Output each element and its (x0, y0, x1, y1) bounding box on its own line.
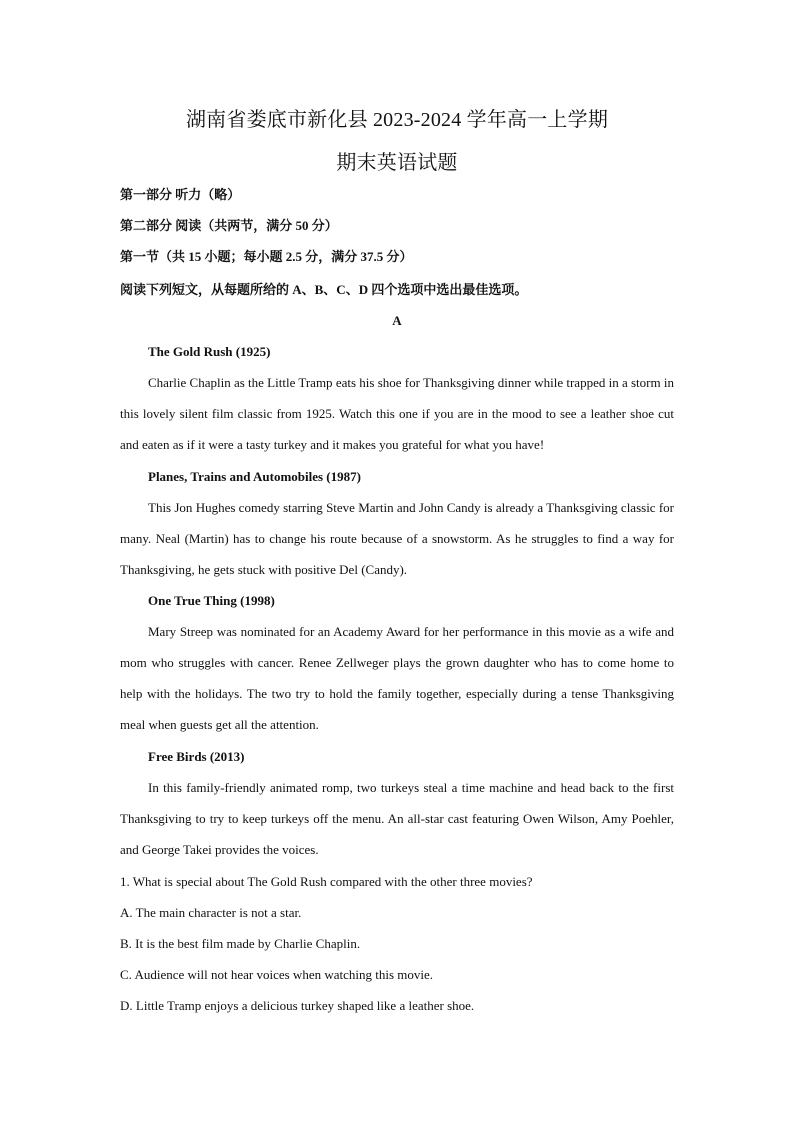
movie-text-4: In this family-friendly animated romp, two turkeys steal a time machine and head back to the first Thanksgiving to try to keep turkeys off the menu. An all-star cast featuring Owen Wilson, Amy Poehler, and George Takei provides the voices. (120, 780, 674, 857)
movie-text-2: This Jon Hughes comedy starring Steve Martin and John Candy is already a Thanksgiving classic for many. Neal (Martin) has to change his route because of a snowstorm. As he struggles to find a way for Thanksgiving, he gets stuck with positive Del (Candy). (120, 500, 674, 577)
section1-heading: 第一节（共 15 小题；每小题 2.5 分，满分 37.5 分） (120, 249, 413, 264)
exam-title-line-2: 期末英语试题 (336, 152, 458, 174)
option-d: D. Little Tramp enjoys a delicious turkey shaped like a leather shoe. (120, 998, 475, 1013)
exam-title-line-1: 湖南省娄底市新化县 2023-2024 学年高一上学期 (185, 109, 609, 131)
movie-text-3: Mary Streep was nominated for an Academy Award for her performance in this movie as a wife and mom who struggles with cancer. Renee Zellweger plays the grown daughter who has to come home to help with the holidays. The two try to hold the family together, especially during a tense Thanksgiving meal when guests get all the attention. (120, 624, 674, 732)
movie-title-3: One True Thing (1998) (148, 593, 275, 608)
movie-title-4: Free Birds (2013) (148, 749, 245, 764)
movie-title-2: Planes, Trains and Automobiles (1987) (148, 469, 361, 484)
part1-heading: 第一部分 听力（略） (120, 187, 241, 202)
part2-heading: 第二部分 阅读（共两节，满分 50 分） (120, 218, 338, 233)
movie-text-1: Charlie Chaplin as the Little Tramp eats his shoe for Thanksgiving dinner while trapped in a storm in this lovely silent film classic from 1925. Watch this one if you are in the mood to see a leather shoe cut and eaten as if it were a tasty turkey and it makes you grateful for what you have! (120, 375, 674, 452)
option-c: C. Audience will not hear voices when watching this movie. (120, 967, 434, 982)
movie-title-1: The Gold Rush (1925) (148, 344, 271, 359)
option-b: B. It is the best film made by Charlie Chaplin. (120, 936, 361, 951)
question-stem: 1. What is special about The Gold Rush compared with the other three movies? (120, 874, 533, 889)
instruction: 阅读下列短文，从每题所给的 A、B、C、D 四个选项中选出最佳选项。 (120, 282, 528, 297)
option-a: A. The main character is not a star. (120, 905, 302, 920)
passage-letter: A (392, 313, 402, 328)
